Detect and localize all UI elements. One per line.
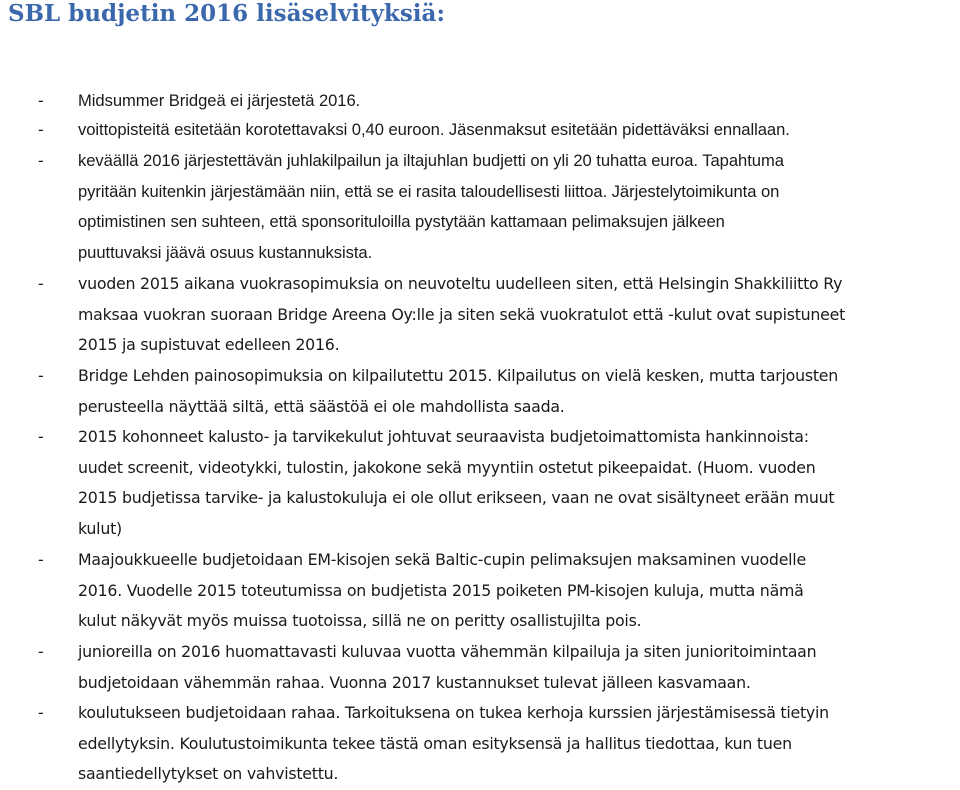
bullet-dash: - xyxy=(38,366,44,385)
bullet-dash: - xyxy=(38,120,44,139)
text-line: keväällä 2016 järjestettävän juhlakilpailun ja iltajuhlan budjetti on yli 20 tuhatta euroa. Tapahtuma xyxy=(78,151,784,170)
text-line: perusteella näyttää siltä, että säästöä ei ole mahdollista saada. xyxy=(78,396,565,416)
list-item-text xyxy=(78,361,958,422)
text-line: Maajoukkueelle budjetoidaan EM-kisojen sekä Baltic-cupin pelimaksujen maksaminen vuodelle xyxy=(78,550,806,569)
text-line: uudet screenit, videotykki, tulostin, jakokone sekä myyntiin ostetut pikeepaidat. (Huom. vuoden xyxy=(78,457,816,477)
list-item-text xyxy=(78,115,958,146)
bullet-dash: - xyxy=(38,151,44,170)
bullet-dash: - xyxy=(38,642,44,661)
bullet-dash: - xyxy=(38,703,44,722)
text-line: edellytyksin. Koulutustoimikunta tekee tästä oman esityksensä ja hallitus tiedottaa, kun tuen xyxy=(78,733,792,753)
text-line: voittopisteitä esitetään korotettavaksi 0,40 euroon. Jäsenmaksut esitetään pidettäväksi ennallaan. xyxy=(78,120,790,139)
text-line: saantiedellytykset on vahvistettu. xyxy=(78,764,339,784)
text-line: budjetoidaan vähemmän rahaa. Vuonna 2017 kustannukset tulevat jälleen kasvamaan. xyxy=(78,672,751,692)
text-line: junioreilla on 2016 huomattavasti kuluvaa vuotta vähemmän kilpailuja ja siten junioritoimintaan xyxy=(78,642,817,661)
list-item-text xyxy=(78,545,958,637)
text-line: vuoden 2015 aikana vuokrasopimuksia on neuvoteltu uudelleen siten, että Helsingin Shakkiliitto Ry xyxy=(78,274,843,293)
document-title: SBL budjetin 2016 lisäselvityksiä: xyxy=(8,0,445,27)
text-line: 2015 budjetissa tarvike- ja kalustokuluja ei ole ollut erikseen, vaan ne ovat sisältyneet erään muut xyxy=(78,488,835,508)
text-line: Bridge Lehden painosopimuksia on kilpailutettu 2015. Kilpailutus on vielä kesken, mutta tarjousten xyxy=(78,366,839,385)
bullet-dash: - xyxy=(38,91,44,110)
list-item-text xyxy=(78,698,958,790)
text-line: kulut näkyvät myös muissa tuotoissa, sillä ne on peritty osallistujilta pois. xyxy=(78,611,642,631)
list-item-text xyxy=(78,269,958,361)
bullet-dash: - xyxy=(38,550,44,569)
bullet-dash: - xyxy=(38,427,44,446)
text-line: optimistinen sen suhteen, että sponsorituloilla pystytään kattamaan pelimaksujen jälkeen xyxy=(78,212,725,232)
text-line: 2015 ja supistuvat edelleen 2016. xyxy=(78,335,340,355)
text-line: koulutukseen budjetoidaan rahaa. Tarkoituksena on tukea kerhoja kurssien järjestämisessä tietyin xyxy=(78,703,829,722)
bullet-dash: - xyxy=(38,274,44,293)
list-item-text xyxy=(78,422,958,544)
text-line: pyritään kuitenkin järjestämään niin, että se ei rasita taloudellisesti liittoa. Järjestelytoimikunta on xyxy=(78,181,780,201)
list-item-text xyxy=(78,637,958,698)
text-line: maksaa vuokran suoraan Bridge Areena Oy:lle ja siten sekä vuokratulot että -kulut ovat supistuneet xyxy=(78,304,846,324)
text-line: puuttuvaksi jäävä osuus kustannuksista. xyxy=(78,242,373,262)
list-item-text xyxy=(78,86,958,117)
list-item-text xyxy=(78,146,958,268)
text-line: 2015 kohonneet kalusto- ja tarvikekulut johtuvat seuraavista budjetoimattomista hankinnoista: xyxy=(78,427,809,446)
text-line: 2016. Vuodelle 2015 toteutumissa on budjetista 2015 poiketen PM-kisojen kuluja, mutta nämä xyxy=(78,580,804,600)
text-line: kulut) xyxy=(78,518,122,538)
text-line: Midsummer Bridgeä ei järjestetä 2016. xyxy=(78,91,361,110)
